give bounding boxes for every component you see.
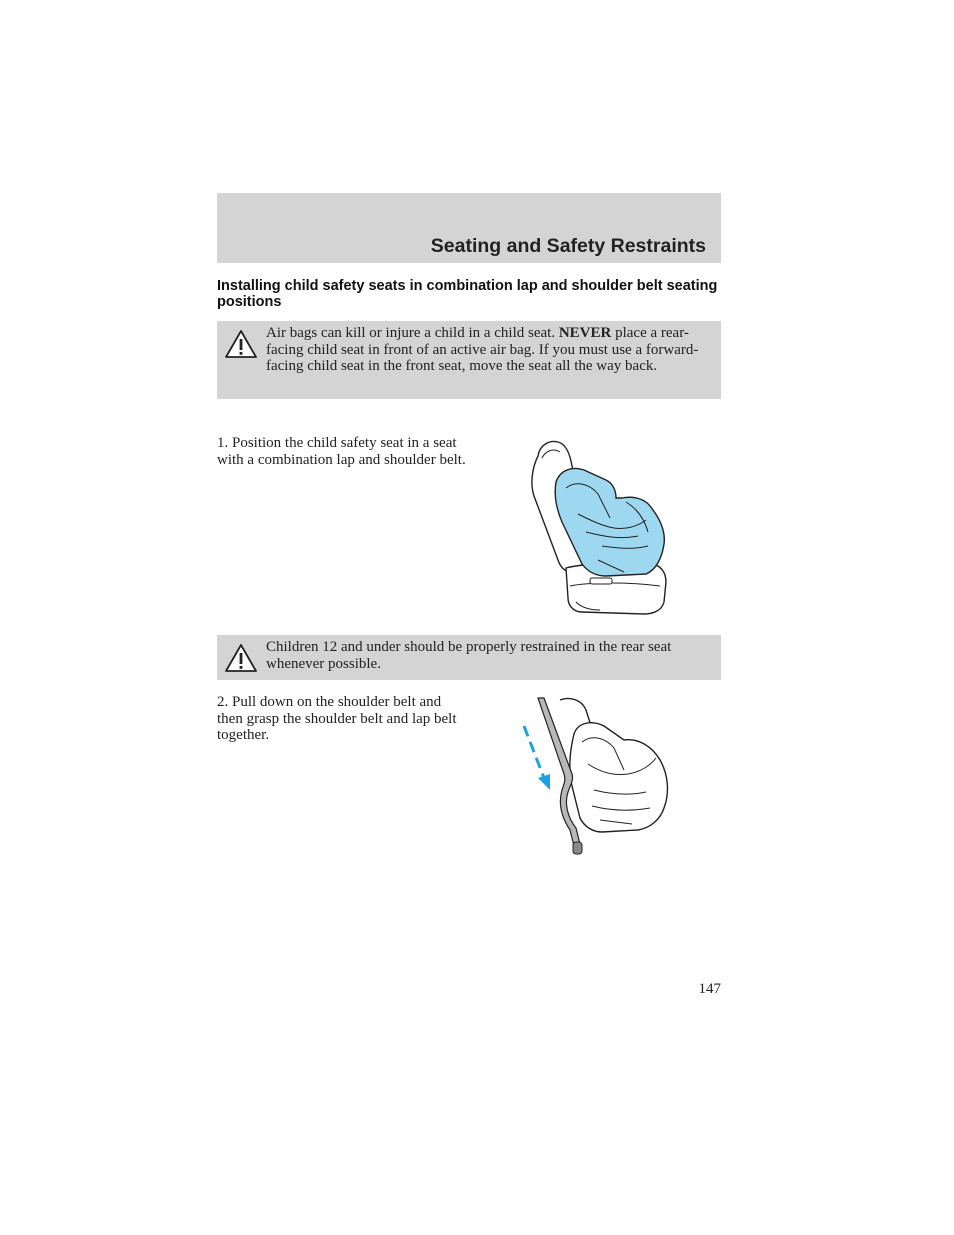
child-seat-on-vehicle-seat-illustration (520, 436, 675, 618)
page-number: 147 (698, 981, 721, 997)
step-1-text: 1. Position the child safety seat in a seat with a combination lap and shoulder belt. (217, 435, 466, 468)
children-rear-seat-warning-box (217, 635, 721, 680)
warning-text: Children 12 and under should be properly restrained in the rear seat whenever possible. (266, 639, 672, 672)
section-title: Seating and Safety Restraints (430, 235, 706, 257)
warning-triangle-icon (224, 329, 258, 359)
airbag-warning-box (217, 321, 721, 399)
pull-shoulder-belt-illustration (520, 694, 675, 862)
warning-triangle-icon (224, 643, 258, 673)
warning-text-part1: Air bags can kill or injure a child in a child seat. (266, 325, 559, 341)
subsection-heading: Installing child safety seats in combination lap and shoulder belt seating positions (217, 278, 718, 310)
warning-emphasis: NEVER (558, 325, 612, 341)
step-2-text: 2. Pull down on the shoulder belt and then grasp the shoulder belt and lap belt together. (217, 694, 457, 743)
warning-text-part2: place a rear-facing child seat in front of an active air bag. If you must use a forward-facing child seat in the front seat, move the seat all the way back. (266, 325, 699, 374)
section-header-band (217, 193, 721, 263)
